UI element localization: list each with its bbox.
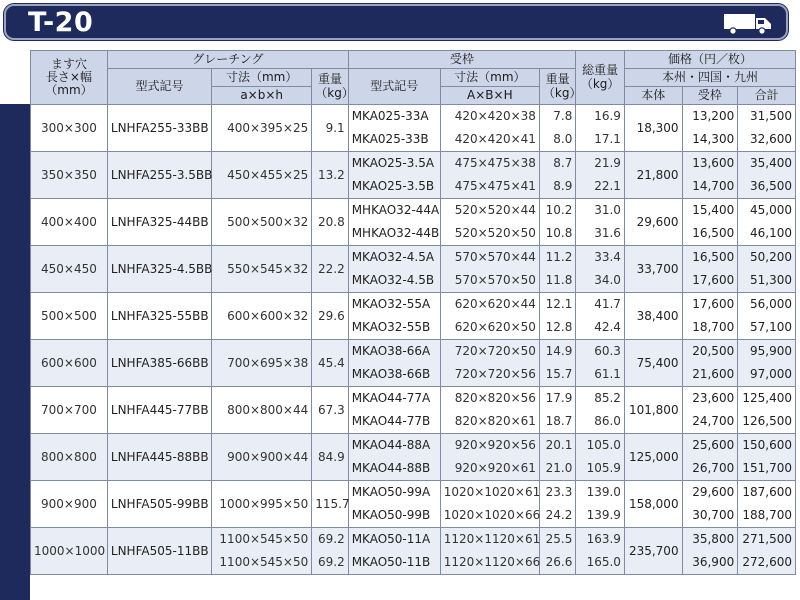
price-frame-cell: 16,500 (682, 222, 738, 246)
grating-dim-cell: 800×800×44 (212, 387, 312, 434)
price-total-cell: 31,500 (738, 105, 796, 129)
size-cell: 350×350 (31, 152, 108, 199)
price-body-cell: 158,000 (624, 481, 682, 528)
frame-weight-cell: 25.5 (539, 528, 575, 552)
total-weight-cell: 139.0 (576, 481, 625, 505)
grating-dim-cell: 450×455×25 (212, 152, 312, 199)
price-frame-cell: 36,900 (682, 551, 738, 575)
grating-weight-cell: 67.3 (312, 387, 348, 434)
frame-model-cell: MKA025-33B (348, 128, 440, 152)
size-cell: 400×400 (31, 199, 108, 246)
total-weight-cell: 31.0 (576, 199, 625, 223)
table-row (31, 528, 796, 552)
frame-model-cell: MKAO50-11B (348, 551, 440, 575)
grating-model-cell: LNHFA505-11BB (107, 528, 211, 575)
price-frame-cell: 20,500 (682, 340, 738, 364)
truck-icon (724, 13, 772, 35)
frame-dim-cell: 420×420×38 (440, 105, 539, 129)
header-grating: グレーチング (107, 51, 348, 69)
price-total-cell: 271,500 (738, 528, 796, 552)
size-cell: 900×900 (31, 481, 108, 528)
frame-model-cell: MHKAO32-44B (348, 222, 440, 246)
grating-model-cell: LNHFA385-66BB (107, 340, 211, 387)
frame-weight-cell: 18.7 (539, 410, 575, 434)
frame-dim-cell: 520×520×44 (440, 199, 539, 223)
grating-dim-cell: 600×600×32 (212, 293, 312, 340)
frame-weight-cell: 15.7 (539, 363, 575, 387)
frame-dim-cell: 1120×1120×66 (440, 551, 539, 575)
price-frame-cell: 30,700 (682, 504, 738, 528)
grating-model-cell: LNHFA255-33BB (107, 105, 211, 152)
frame-dim-cell: 820×820×56 (440, 387, 539, 411)
price-total-cell: 57,100 (738, 316, 796, 340)
total-weight-cell: 16.9 (576, 105, 625, 129)
total-weight-cell: 105.0 (576, 434, 625, 458)
price-frame-cell: 21,600 (682, 363, 738, 387)
grating-dim-cell: 400×395×25 (212, 105, 312, 152)
size-cell: 700×700 (31, 387, 108, 434)
price-frame-cell: 17,600 (682, 269, 738, 293)
grating-model-cell: LNHFA445-77BB (107, 387, 211, 434)
frame-model-cell: MKAO44-88A (348, 434, 440, 458)
grating-weight-cell: 22.2 (312, 246, 348, 293)
total-weight-cell: 61.1 (576, 363, 625, 387)
frame-weight-cell: 24.2 (539, 504, 575, 528)
price-frame-cell: 15,400 (682, 199, 738, 223)
size-cell: 600×600 (31, 340, 108, 387)
frame-model-cell: MKA025-33A (348, 105, 440, 129)
frame-dim-cell: 520×520×50 (440, 222, 539, 246)
price-frame-cell: 25,600 (682, 434, 738, 458)
frame-dim-cell: 570×570×50 (440, 269, 539, 293)
table-row (31, 434, 796, 458)
price-body-cell: 38,400 (624, 293, 682, 340)
frame-weight-cell: 17.9 (539, 387, 575, 411)
table-row (31, 246, 796, 270)
price-frame-cell: 16,500 (682, 246, 738, 270)
total-weight-cell: 163.9 (576, 528, 625, 552)
frame-weight-cell: 8.9 (539, 175, 575, 199)
frame-model-cell: MKAO32-4.5A (348, 246, 440, 270)
frame-weight-cell: 10.8 (539, 222, 575, 246)
price-total-cell: 151,700 (738, 457, 796, 481)
grating-dim-cell: 700×695×38 (212, 340, 312, 387)
size-cell: 450×450 (31, 246, 108, 293)
table-row (31, 199, 796, 223)
total-weight-cell: 33.4 (576, 246, 625, 270)
grating-dim-cell: 500×500×32 (212, 199, 312, 246)
price-body-cell: 21,800 (624, 152, 682, 199)
frame-model-cell: MKAO38-66B (348, 363, 440, 387)
frame-model-cell: MKAO44-77B (348, 410, 440, 434)
frame-weight-cell: 12.1 (539, 293, 575, 317)
frame-dim-cell: 820×820×61 (440, 410, 539, 434)
price-total-cell: 35,400 (738, 152, 796, 176)
price-body-cell: 125,000 (624, 434, 682, 481)
frame-dim-cell: 1120×1120×61 (440, 528, 539, 552)
total-weight-cell: 165.0 (576, 551, 625, 575)
total-weight-cell: 21.9 (576, 152, 625, 176)
frame-weight-cell: 26.6 (539, 551, 575, 575)
header-grating-weight: 重量 （kg） (312, 69, 348, 105)
side-band (0, 104, 30, 600)
frame-dim-cell: 920×920×56 (440, 434, 539, 458)
frame-model-cell: MKAO25-3.5A (348, 152, 440, 176)
grating-model-cell: LNHFA505-99BB (107, 481, 211, 528)
header-size: ます穴 長さ×幅 （mm） (31, 51, 108, 105)
frame-dim-cell: 720×720×50 (440, 340, 539, 364)
price-body-cell: 235,700 (624, 528, 682, 575)
price-frame-cell: 17,600 (682, 293, 738, 317)
header-frame-dim: 寸法（mm） (440, 69, 539, 87)
header-grating-dim: 寸法（mm） (212, 69, 312, 87)
price-total-cell: 126,500 (738, 410, 796, 434)
size-cell: 1000×1000 (31, 528, 108, 575)
size-cell: 800×800 (31, 434, 108, 481)
header-frame-weight: 重量 （kg） (539, 69, 575, 105)
header-grating-model: 型式記号 (107, 69, 211, 105)
total-weight-cell: 60.3 (576, 340, 625, 364)
price-total-cell: 46,100 (738, 222, 796, 246)
table-row (31, 387, 796, 411)
header-price-body: 本体 (624, 87, 682, 105)
frame-dim-cell: 570×570×44 (440, 246, 539, 270)
table-row (31, 105, 796, 129)
header-price-total: 合計 (738, 87, 796, 105)
frame-model-cell: MKAO50-99A (348, 481, 440, 505)
table-row (31, 340, 796, 364)
grating-dim-cell: 1100×545×50 (212, 551, 312, 575)
frame-dim-cell: 420×420×41 (440, 128, 539, 152)
price-total-cell: 95,900 (738, 340, 796, 364)
frame-dim-cell: 620×620×44 (440, 293, 539, 317)
price-frame-cell: 35,800 (682, 528, 738, 552)
price-total-cell: 45,000 (738, 199, 796, 223)
frame-model-cell: MKAO25-3.5B (348, 175, 440, 199)
table-row (31, 481, 796, 505)
frame-model-cell: MKAO38-66A (348, 340, 440, 364)
grating-weight-cell: 115.7 (312, 481, 348, 528)
grating-dim-cell: 1000×995×50 (212, 481, 312, 528)
price-frame-cell: 23,600 (682, 387, 738, 411)
price-frame-cell: 13,200 (682, 105, 738, 129)
total-weight-cell: 105.9 (576, 457, 625, 481)
frame-model-cell: MKAO32-4.5B (348, 269, 440, 293)
grating-weight-cell: 69.2 (312, 551, 348, 575)
price-total-cell: 50,200 (738, 246, 796, 270)
price-total-cell: 187,600 (738, 481, 796, 505)
price-body-cell: 101,800 (624, 387, 682, 434)
size-cell: 300×300 (31, 105, 108, 152)
price-frame-cell: 26,700 (682, 457, 738, 481)
frame-dim-cell: 620×620×50 (440, 316, 539, 340)
table-row (31, 152, 796, 176)
frame-dim-cell: 475×475×38 (440, 152, 539, 176)
grating-dim-cell: 550×545×32 (212, 246, 312, 293)
price-total-cell: 188,700 (738, 504, 796, 528)
grating-weight-cell: 13.2 (312, 152, 348, 199)
grating-weight-cell: 29.6 (312, 293, 348, 340)
price-total-cell: 51,300 (738, 269, 796, 293)
frame-weight-cell: 7.8 (539, 105, 575, 129)
price-frame-cell: 18,700 (682, 316, 738, 340)
grating-model-cell: LNHFA325-55BB (107, 293, 211, 340)
total-weight-cell: 41.7 (576, 293, 625, 317)
price-total-cell: 36,500 (738, 175, 796, 199)
total-weight-cell: 85.2 (576, 387, 625, 411)
price-frame-cell: 24,700 (682, 410, 738, 434)
price-frame-cell: 14,700 (682, 175, 738, 199)
price-body-cell: 75,400 (624, 340, 682, 387)
header-frame: 受枠 (348, 51, 576, 69)
total-weight-cell: 17.1 (576, 128, 625, 152)
frame-dim-cell: 720×720×56 (440, 363, 539, 387)
frame-weight-cell: 20.1 (539, 434, 575, 458)
frame-model-cell: MKAO32-55B (348, 316, 440, 340)
frame-model-cell: MKAO50-99B (348, 504, 440, 528)
header-region: 本州・四国・九州 (624, 69, 795, 87)
grating-model-cell: LNHFA255-3.5BB (107, 152, 211, 199)
frame-dim-cell: 1020×1020×61 (440, 481, 539, 505)
frame-weight-cell: 12.8 (539, 316, 575, 340)
grating-weight-cell: 69.2 (312, 528, 348, 552)
grating-model-cell: LNHFA325-4.5BB (107, 246, 211, 293)
price-total-cell: 97,000 (738, 363, 796, 387)
header-total-weight: 総重量 （kg） (576, 51, 625, 105)
frame-weight-cell: 21.0 (539, 457, 575, 481)
table-row (31, 293, 796, 317)
grating-model-cell: LNHFA325-44BB (107, 199, 211, 246)
price-body-cell: 18,300 (624, 105, 682, 152)
frame-weight-cell: 8.0 (539, 128, 575, 152)
header-price-frame: 受枠 (682, 87, 738, 105)
frame-dim-cell: 1020×1020×66 (440, 504, 539, 528)
grating-dim-cell: 900×900×44 (212, 434, 312, 481)
frame-dim-cell: 920×920×61 (440, 457, 539, 481)
frame-model-cell: MKAO44-77A (348, 387, 440, 411)
frame-model-cell: MKAO50-11A (348, 528, 440, 552)
total-weight-cell: 86.0 (576, 410, 625, 434)
total-weight-cell: 139.9 (576, 504, 625, 528)
frame-weight-cell: 8.7 (539, 152, 575, 176)
price-frame-cell: 14,300 (682, 128, 738, 152)
grating-weight-cell: 9.1 (312, 105, 348, 152)
grating-weight-cell: 84.9 (312, 434, 348, 481)
header-frame-dim-sub: A×B×H (440, 87, 539, 105)
header-frame-model: 型式記号 (348, 69, 440, 105)
spec-table (30, 50, 796, 575)
header-price: 価格（円／枚） (624, 51, 795, 69)
total-weight-cell: 31.6 (576, 222, 625, 246)
frame-weight-cell: 23.3 (539, 481, 575, 505)
frame-model-cell: MHKAO32-44A (348, 199, 440, 223)
page-title: T-20 (28, 7, 94, 38)
grating-model-cell: LNHFA445-88BB (107, 434, 211, 481)
frame-model-cell: MKAO32-55A (348, 293, 440, 317)
size-cell: 500×500 (31, 293, 108, 340)
grating-weight-cell: 20.8 (312, 199, 348, 246)
frame-weight-cell: 14.9 (539, 340, 575, 364)
price-frame-cell: 29,600 (682, 481, 738, 505)
grating-dim-cell: 1100×545×50 (212, 528, 312, 552)
price-frame-cell: 13,600 (682, 152, 738, 176)
frame-dim-cell: 475×475×41 (440, 175, 539, 199)
header-grating-dim-sub: a×b×h (212, 87, 312, 105)
total-weight-cell: 22.1 (576, 175, 625, 199)
price-total-cell: 150,600 (738, 434, 796, 458)
total-weight-cell: 34.0 (576, 269, 625, 293)
price-total-cell: 272,600 (738, 551, 796, 575)
frame-weight-cell: 11.2 (539, 246, 575, 270)
title-bar (4, 4, 788, 40)
price-body-cell: 29,600 (624, 199, 682, 246)
frame-model-cell: MKAO44-88B (348, 457, 440, 481)
price-total-cell: 32,600 (738, 128, 796, 152)
grating-weight-cell: 45.4 (312, 340, 348, 387)
frame-weight-cell: 10.2 (539, 199, 575, 223)
price-body-cell: 33,700 (624, 246, 682, 293)
frame-weight-cell: 11.8 (539, 269, 575, 293)
price-total-cell: 56,000 (738, 293, 796, 317)
total-weight-cell: 42.4 (576, 316, 625, 340)
price-total-cell: 125,400 (738, 387, 796, 411)
